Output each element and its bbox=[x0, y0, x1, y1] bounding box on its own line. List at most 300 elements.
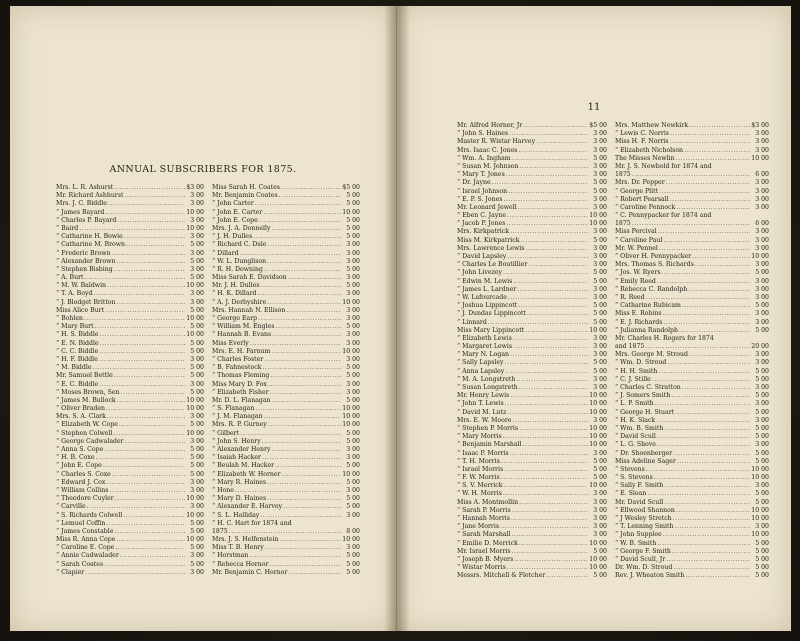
subscriber-entry bbox=[212, 258, 360, 266]
dot-leader bbox=[519, 384, 588, 392]
subscriber-entry bbox=[212, 299, 360, 307]
subscriber-name: “ Catharine Rubicam bbox=[615, 302, 681, 310]
subscriber-entry bbox=[457, 548, 607, 556]
subscriber-name: “ Stevens bbox=[615, 465, 645, 473]
subscriber-entry bbox=[56, 397, 204, 405]
subscriber-name: “ John E. Carter bbox=[212, 208, 263, 216]
subscription-amount: 5 00 bbox=[755, 367, 769, 375]
subscriber-entry bbox=[56, 438, 204, 446]
dot-leader bbox=[666, 179, 750, 187]
dot-leader bbox=[106, 520, 185, 528]
dot-leader bbox=[646, 466, 750, 474]
subscriber-entry bbox=[212, 503, 360, 511]
subscription-amount: 5 00 bbox=[190, 323, 204, 331]
subscriber-name: Mr. David Scull bbox=[615, 498, 664, 506]
subscription-amount: 3 00 bbox=[346, 355, 360, 363]
subscriber-entry bbox=[615, 523, 769, 531]
right-page bbox=[396, 6, 791, 631]
dot-leader bbox=[108, 200, 185, 208]
dot-leader bbox=[240, 430, 341, 438]
subscriber-name: “ Joshua Lippincott bbox=[457, 302, 518, 310]
subscriber-entry bbox=[615, 261, 769, 269]
subscriber-name: “ James Constable bbox=[56, 527, 114, 535]
subscriber-name: “ John E. Cope bbox=[212, 216, 258, 224]
subscription-amount: 5 00 bbox=[346, 216, 360, 224]
dot-leader bbox=[500, 523, 588, 531]
dot-leader bbox=[536, 138, 588, 146]
subscriber-name: “ Robert Pearsall bbox=[615, 195, 669, 203]
subscriber-name: “ Charles P. Bayard bbox=[56, 216, 117, 224]
subscription-amount: 3 00 bbox=[593, 171, 607, 179]
subscription-amount: 3 00 bbox=[755, 441, 769, 449]
dot-leader bbox=[677, 458, 750, 466]
dot-leader bbox=[519, 499, 588, 507]
dot-leader bbox=[93, 290, 185, 298]
subscriber-entry bbox=[56, 446, 204, 454]
subscriber-entry bbox=[457, 278, 607, 286]
subscriber-entry bbox=[615, 220, 769, 228]
subscriber-entry bbox=[457, 572, 607, 580]
dot-leader bbox=[523, 122, 588, 130]
dot-leader bbox=[279, 192, 341, 200]
subscriber-entry bbox=[212, 209, 360, 217]
dot-leader bbox=[655, 400, 750, 408]
subscriber-name: “ Susan M. Johnson bbox=[457, 162, 519, 170]
subscriber-name: “ Moses Brown, Sen bbox=[56, 388, 120, 396]
subscriber-name: “ Wm. B. Smith bbox=[615, 424, 664, 432]
subscriber-entry bbox=[457, 335, 607, 343]
dot-leader bbox=[275, 323, 341, 331]
subscriber-entry bbox=[56, 389, 204, 397]
subscriber-name: “ Thomas Fleming bbox=[212, 372, 270, 380]
subscription-amount: 5 00 bbox=[755, 424, 769, 432]
dot-leader bbox=[676, 507, 750, 515]
dot-leader bbox=[84, 315, 185, 323]
subscriber-entry bbox=[212, 512, 360, 520]
subscriber-entry bbox=[615, 278, 769, 286]
dot-leader bbox=[658, 228, 750, 236]
dot-leader bbox=[689, 122, 750, 130]
subscriber-entry bbox=[615, 359, 769, 367]
subscriber-entry bbox=[615, 531, 769, 539]
subscriber-name: “ L. P. Smith bbox=[615, 400, 654, 408]
page-title: ANNUAL SUBSCRIBERS FOR 1875. bbox=[109, 164, 297, 175]
subscriber-entry bbox=[457, 163, 607, 171]
subscriber-name: “ J. H. Dulles bbox=[212, 233, 253, 241]
subscriber-name: “ Stephen Bisbing bbox=[56, 265, 113, 273]
subscription-amount: 3 00 bbox=[593, 285, 607, 293]
subscriber-entry bbox=[615, 540, 769, 548]
subscription-amount: 3 00 bbox=[593, 515, 607, 522]
subscriber-entry bbox=[615, 245, 769, 253]
dot-leader bbox=[96, 454, 185, 462]
subscriber-entry bbox=[212, 225, 360, 233]
dot-leader bbox=[657, 441, 750, 449]
dot-leader bbox=[512, 417, 588, 425]
dot-leader bbox=[259, 217, 341, 225]
subscription-amount: 5 00 bbox=[593, 269, 607, 277]
dot-leader bbox=[507, 564, 588, 572]
subscriber-entry bbox=[56, 307, 204, 315]
subscriber-entry bbox=[212, 389, 360, 397]
subscription-amount: 5 00 bbox=[755, 326, 769, 334]
dot-leader bbox=[509, 130, 588, 138]
subscriber-entry bbox=[212, 487, 360, 495]
dot-leader bbox=[113, 430, 185, 438]
subscription-amount: 10 00 bbox=[589, 441, 607, 449]
subscriber-name: “ John Carter bbox=[212, 200, 254, 208]
dot-leader bbox=[510, 228, 588, 236]
subscription-amount: 10 00 bbox=[342, 298, 360, 306]
subscription-amount: 6 00 bbox=[755, 220, 769, 228]
subscriber-entry bbox=[212, 405, 360, 413]
dot-leader bbox=[510, 392, 588, 400]
dot-leader bbox=[109, 487, 185, 495]
subscriber-entry bbox=[212, 446, 360, 454]
dot-leader bbox=[261, 282, 341, 290]
subscriber-entry bbox=[457, 253, 607, 261]
subscription-amount: 3 00 bbox=[755, 384, 769, 391]
subscription-amount: 5 00 bbox=[755, 498, 769, 506]
subscriber-entry bbox=[457, 343, 607, 351]
dot-leader bbox=[114, 372, 185, 380]
subscription-amount: 3 00 bbox=[755, 195, 769, 203]
subscriber-entry bbox=[615, 212, 769, 220]
subscription-amount: 5 00 bbox=[190, 560, 204, 568]
subscriber-entry bbox=[615, 376, 769, 384]
subscriber-entry bbox=[457, 228, 607, 236]
subscriber-entry bbox=[212, 569, 360, 577]
subscriber-name: Mr. Richard Ashhurst bbox=[56, 192, 124, 200]
subscription-amount: 5 00 bbox=[346, 478, 360, 486]
subscriber-name: “ Susan Longstreth bbox=[457, 384, 518, 391]
subscription-amount: 3 00 bbox=[190, 192, 204, 200]
subscriber-entry bbox=[56, 266, 204, 274]
subscriber-entry bbox=[457, 359, 607, 367]
subscriber-name: “ James Bayard bbox=[56, 208, 105, 216]
subscription-amount: 3 00 bbox=[755, 351, 769, 359]
subscription-amount: 3 00 bbox=[190, 486, 204, 494]
dot-leader bbox=[286, 307, 341, 315]
subscriber-name: “ E. J. Richards bbox=[615, 318, 663, 326]
subscriber-entry bbox=[457, 433, 607, 441]
dot-leader bbox=[126, 241, 185, 249]
subscription-amount: 3 00 bbox=[593, 162, 607, 170]
subscriber-name: “ George Cadwalader bbox=[56, 437, 124, 445]
subscriber-entry bbox=[457, 507, 607, 515]
subscriber-entry bbox=[56, 520, 204, 528]
subscriber-name: “ M. A. Longstreth bbox=[457, 375, 516, 383]
subscriber-name: Mrs. E. H. Farnum bbox=[212, 347, 271, 355]
subscription-amount: 3 00 bbox=[755, 138, 769, 146]
subscriber-name: “ H. H. Smith bbox=[615, 367, 658, 375]
subscriber-entry bbox=[615, 392, 769, 400]
subscription-amount: 10 00 bbox=[751, 465, 769, 473]
dot-leader bbox=[663, 237, 750, 245]
subscription-amount: $5 00 bbox=[589, 122, 607, 129]
subscriber-entry bbox=[457, 155, 607, 163]
subscriber-entry bbox=[615, 490, 769, 498]
subscriber-name: Mrs. J. A. Donnelly bbox=[212, 224, 271, 232]
subscriber-entry bbox=[615, 163, 769, 171]
subscriber-entry bbox=[56, 536, 204, 544]
subscription-amount: 10 00 bbox=[589, 433, 607, 441]
subscriber-entry bbox=[615, 564, 769, 572]
subscriber-name: “ George Earp bbox=[212, 315, 258, 322]
subscriber-name: “ Jacob P. Jones bbox=[457, 220, 506, 228]
subscription-amount: 5 00 bbox=[346, 364, 360, 372]
subscriber-name: “ George H. Stuart bbox=[615, 408, 675, 416]
subscriber-entry bbox=[615, 327, 769, 335]
dot-leader bbox=[689, 351, 750, 359]
subscriber-entry bbox=[56, 299, 204, 307]
subscriber-entry bbox=[457, 302, 607, 310]
subscriber-entry bbox=[615, 204, 769, 212]
subscriber-name: “ W. Lafourcade bbox=[457, 293, 507, 301]
subscriber-entry bbox=[56, 462, 204, 470]
subscriber-entry bbox=[457, 376, 607, 384]
subscriber-entry bbox=[615, 548, 769, 556]
dot-leader bbox=[695, 261, 750, 269]
dot-leader bbox=[525, 245, 588, 253]
dot-leader bbox=[272, 348, 341, 356]
dot-leader bbox=[506, 171, 588, 179]
subscriber-name: Miss A. Montmollin bbox=[457, 498, 519, 506]
subscriber-name: “ Ellwood Shannon bbox=[615, 506, 675, 514]
subscriber-entry bbox=[615, 253, 769, 261]
dot-leader bbox=[235, 487, 341, 495]
dot-leader bbox=[676, 155, 750, 163]
subscriber-entry bbox=[56, 217, 204, 225]
subscription-amount: 3 00 bbox=[593, 138, 607, 146]
dot-leader bbox=[117, 397, 185, 405]
subscriber-name: “ Oliver H. Pennypacker bbox=[615, 253, 692, 260]
subscriber-name: “ Sarah Marshall bbox=[457, 531, 511, 539]
subscriber-entry bbox=[615, 335, 769, 343]
subscriber-name: Miss H. F. Norris bbox=[615, 138, 669, 146]
subscriber-name: “ Sally F. Smith bbox=[615, 482, 664, 490]
dot-leader bbox=[272, 397, 341, 405]
dot-leader bbox=[504, 482, 588, 490]
subscriber-entry bbox=[457, 327, 607, 335]
subscriber-entry bbox=[457, 368, 607, 376]
dot-leader bbox=[503, 269, 588, 277]
dot-leader bbox=[488, 319, 588, 327]
subscriber-entry bbox=[212, 528, 360, 536]
subscriber-name: “ Horstman bbox=[212, 552, 249, 560]
subscriber-entry bbox=[615, 441, 769, 449]
subscription-amount: 5 00 bbox=[346, 495, 360, 503]
subscriber-entry bbox=[212, 413, 360, 421]
dot-leader bbox=[275, 462, 341, 470]
subscription-amount: 3 00 bbox=[755, 228, 769, 236]
subscriber-name: Mrs. Thomas S. Richards bbox=[615, 261, 694, 269]
dot-leader bbox=[123, 512, 185, 520]
dot-leader bbox=[504, 466, 588, 474]
subscription-amount: 10 00 bbox=[589, 482, 607, 490]
subscriber-name: “ B. Fahnestock bbox=[212, 364, 262, 372]
subscriber-name: “ Catharine M. Brown bbox=[56, 241, 126, 249]
subscriber-entry bbox=[615, 507, 769, 515]
dot-leader bbox=[121, 389, 185, 397]
dot-leader bbox=[264, 266, 341, 274]
subscriber-entry bbox=[212, 438, 360, 446]
dot-leader bbox=[258, 290, 341, 298]
subscription-amount: 3 00 bbox=[755, 482, 769, 490]
dot-leader bbox=[511, 515, 588, 523]
subscriber-name: “ Sally Lapsley bbox=[457, 359, 504, 367]
subscription-amount: 5 00 bbox=[593, 277, 607, 285]
dot-leader bbox=[268, 421, 341, 429]
subscriber-entry bbox=[457, 458, 607, 466]
subscription-amount: 5 00 bbox=[190, 257, 204, 265]
dot-leader bbox=[656, 417, 750, 425]
subscriber-entry bbox=[615, 458, 769, 466]
subscriber-entry bbox=[615, 302, 769, 310]
subscriber-entry bbox=[615, 343, 769, 351]
dot-leader bbox=[514, 556, 588, 564]
subscriber-name: “ Theodore Cuyler bbox=[56, 495, 114, 503]
subscriber-entry bbox=[212, 430, 360, 438]
subscription-amount: 3 00 bbox=[593, 146, 607, 154]
subscription-amount: 10 00 bbox=[342, 470, 360, 478]
subscriber-entry bbox=[457, 441, 607, 449]
subscription-amount: 5 00 bbox=[346, 437, 360, 445]
subscription-amount: 5 00 bbox=[190, 544, 204, 552]
subscriber-name: Master R. Wistar Harvey bbox=[457, 138, 536, 146]
subscription-amount: 10 00 bbox=[589, 400, 607, 408]
subscription-amount: 5 00 bbox=[593, 154, 607, 162]
subscriber-name: “ Carville bbox=[56, 503, 86, 511]
subscription-amount: 5 00 bbox=[346, 396, 360, 404]
dot-leader bbox=[506, 220, 588, 228]
subscription-amount: 3 00 bbox=[190, 249, 204, 257]
subscription-amount: 3 00 bbox=[755, 318, 769, 326]
dot-leader bbox=[268, 381, 341, 389]
subscriber-entry bbox=[56, 503, 204, 511]
subscription-amount: 10 00 bbox=[589, 392, 607, 400]
subscriber-entry bbox=[615, 138, 769, 146]
subscriber-entry bbox=[457, 482, 607, 490]
subscriber-entry bbox=[56, 372, 204, 380]
subscription-amount: 5 00 bbox=[346, 265, 360, 273]
subscription-amount: 10 00 bbox=[589, 564, 607, 572]
subscriber-entry bbox=[457, 400, 607, 408]
dot-leader bbox=[104, 561, 185, 569]
subscriber-entry bbox=[212, 323, 360, 331]
dot-leader bbox=[117, 217, 185, 225]
subscriber-entry bbox=[56, 421, 204, 429]
subscription-amount: 5 00 bbox=[755, 490, 769, 498]
subscription-amount: 6 00 bbox=[755, 171, 769, 179]
subscription-amount: 3 00 bbox=[346, 454, 360, 462]
subscriber-name: Mr. Benjamin Coates bbox=[212, 192, 278, 200]
subscriber-name: Mr. Benjamin C. Hornor bbox=[212, 568, 288, 576]
subscription-amount: 10 00 bbox=[186, 224, 204, 232]
subscriber-entry bbox=[212, 421, 360, 429]
subscriber-name: “ E. N. Biddle bbox=[56, 339, 99, 347]
subscriber-name: “ Alexander E. Harvey bbox=[212, 503, 283, 511]
subscription-amount: 3 00 bbox=[593, 375, 607, 383]
dot-leader bbox=[119, 421, 185, 429]
subscriber-name: Mrs. Kirkpatrick bbox=[457, 228, 509, 236]
subscriber-name: “ Rebecca Hornor bbox=[212, 560, 269, 568]
dot-leader bbox=[684, 147, 750, 155]
dot-leader bbox=[518, 147, 588, 155]
subscriber-name: “ C. J. Stille bbox=[615, 375, 651, 383]
right-page-column-1 bbox=[457, 122, 607, 581]
subscriber-entry bbox=[457, 130, 607, 138]
subscriber-name: “ F. W. Morris bbox=[457, 474, 500, 482]
subscriber-name: “ Baird bbox=[56, 224, 79, 232]
subscriber-entry bbox=[457, 490, 607, 498]
dot-leader bbox=[525, 327, 588, 335]
subscription-amount: 3 00 bbox=[593, 416, 607, 424]
subscriber-name: Mr. W. Pennel bbox=[615, 244, 658, 252]
dot-leader bbox=[519, 540, 588, 548]
dot-leader bbox=[272, 225, 341, 233]
right-page-column-2 bbox=[615, 122, 769, 581]
subscription-amount: 10 00 bbox=[589, 326, 607, 334]
subscriber-name: Mrs. J. C. Biddle bbox=[56, 200, 107, 208]
subscriber-entry bbox=[212, 397, 360, 405]
subscriber-name: “ M. Biddle bbox=[56, 364, 92, 372]
subscriber-entry bbox=[615, 425, 769, 433]
subscriber-name: “ C. Pennypacker for 1874 and bbox=[615, 212, 712, 220]
subscriber-name: “ L. G. Shove bbox=[615, 441, 656, 449]
dot-leader bbox=[262, 438, 341, 446]
subscription-amount: 3 00 bbox=[755, 416, 769, 424]
subscription-amount: 3 00 bbox=[755, 285, 769, 293]
dot-leader bbox=[511, 531, 588, 539]
subscription-amount: 5 00 bbox=[346, 323, 360, 331]
subscriber-name: “ Emilie D. Merrick bbox=[457, 539, 518, 547]
dot-leader bbox=[104, 446, 185, 454]
subscriber-name: Mr. Leonard Jewell bbox=[457, 203, 517, 211]
subscriber-entry bbox=[212, 200, 360, 208]
subscriber-name: Mr. Samuel Bettle bbox=[56, 372, 113, 380]
subscription-amount: 5 00 bbox=[190, 462, 204, 470]
subscriber-name: “ Charles C. Stratton bbox=[615, 384, 681, 391]
subscriber-name: Miss Percival bbox=[615, 228, 657, 236]
subscriber-name: “ David Scull bbox=[615, 433, 656, 441]
subscription-amount: 5 00 bbox=[190, 527, 204, 535]
subscriber-name: “ S. V. Merrick bbox=[457, 482, 503, 490]
dot-leader bbox=[116, 258, 185, 266]
subscriber-name: Rev. J. Wheaton Smith bbox=[615, 572, 685, 580]
dot-leader bbox=[512, 507, 588, 515]
subscriber-entry bbox=[615, 572, 769, 580]
subscription-amount: 3 00 bbox=[346, 339, 360, 347]
subscription-amount: 8 00 bbox=[346, 527, 360, 535]
subscriber-entry bbox=[457, 319, 607, 327]
subscriber-entry bbox=[457, 286, 607, 294]
subscriber-entry bbox=[56, 454, 204, 462]
dot-leader bbox=[682, 302, 750, 310]
dot-leader bbox=[114, 266, 185, 274]
subscription-amount: 10 00 bbox=[751, 474, 769, 482]
subscription-amount: 3 00 bbox=[346, 274, 360, 282]
subscription-amount: 3 00 bbox=[346, 306, 360, 314]
subscriber-entry bbox=[212, 462, 360, 470]
dot-leader bbox=[664, 425, 750, 433]
subscriber-entry bbox=[457, 122, 607, 130]
subscriber-name: “ A. J. Derbyshire bbox=[212, 298, 267, 306]
subscription-amount: 3 00 bbox=[593, 334, 607, 342]
subscription-amount: 3 00 bbox=[593, 490, 607, 498]
subscriber-name: “ Charles Le Boutillier bbox=[457, 261, 528, 269]
dot-leader bbox=[692, 253, 750, 261]
